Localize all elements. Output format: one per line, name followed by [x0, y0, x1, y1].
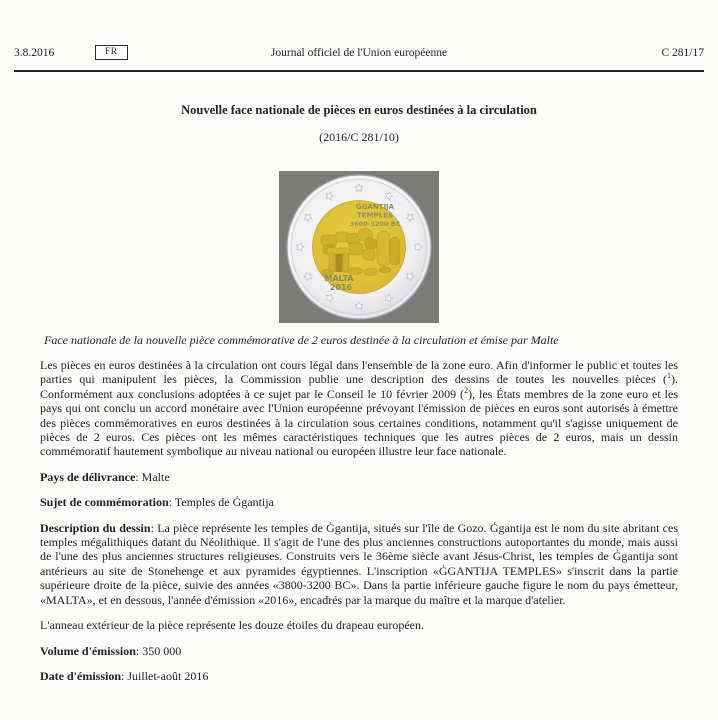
field-commemoration-subject [40, 495, 678, 509]
intro-text-2: ). Conformément aux conclusions adoptées à ce sujet par le Conseil le 10 février 2009 ( [40, 372, 678, 401]
coin-inscription-line-1: ĠGANTIJA [355, 203, 395, 211]
field-design-description-label: Description du dessin [40, 520, 151, 535]
field-commemoration-subject-label: Sujet de commémoration [40, 495, 169, 510]
coin-caption: Face nationale de la nouvelle pièce commémorative de 2 euros destinée à la circulation et émise par Malte [44, 333, 559, 347]
field-issuing-country-value: Malte [141, 469, 170, 484]
coin-inscription-line-3: 3600-3200 BC [349, 220, 401, 228]
field-design-description [40, 521, 678, 607]
article-body [40, 358, 678, 683]
header-page-ref: C 281/17 [661, 47, 704, 59]
field-separator: : [135, 469, 139, 484]
coin-country: MALTA [324, 274, 354, 283]
field-separator: : [150, 520, 154, 535]
field-issuing-country-label: Pays de délivrance [40, 469, 136, 484]
page-header [14, 0, 704, 64]
coin-year: 2016 [329, 283, 353, 292]
coin-figure [279, 171, 439, 323]
field-issue-volume-label: Volume d'émission [40, 643, 136, 658]
field-separator: : [135, 643, 140, 658]
coin-temple-relief [321, 229, 400, 277]
article-reference: (2016/C 281/10) [319, 130, 399, 144]
footnote-ref-1: 1 [667, 371, 671, 381]
field-separator: : [121, 668, 125, 683]
field-issue-date-label: Date d'émission [40, 668, 121, 683]
field-issue-date-value: Juillet-août 2016 [127, 668, 209, 683]
field-issuing-country [40, 470, 678, 484]
intro-text-3: ), les États membres de la zone euro et les pays qui ont conclu un accord monétaire avec l'Union européenne prévoyant l'émission de pièces en euros sont autorisés à émettre des pièces commémoratives en euros destinées à la circulation sous certaines conditions, notamment qu'il s'agisse uniquement de pièces de 2 euros. Ces pièces ont les mêmes caractéristiques techniques que les autres pièces de 2 euros, mais un dessin commémoratif hautement symbolique au niveau national ou européen illustre leur face nationale. [40, 386, 679, 459]
outer-ring-note: L'anneau extérieur de la pièce représente les douze étoiles du drapeau européen. [40, 618, 424, 633]
field-design-description-value: La pièce représente les temples de Ġgantija, situés sur l'île de Gozo. Ġgantija est le nom du site abritant ces temples mégalithiques datant du Néolithique. Il s'agit de l'une des plus anciennes constructions autoportantes du monde, mais aussi de l'une des plus anciennes structures religieuses. Construits vers le 36ème siècle avant Jésus-Christ, les temples de Ġgantija sont antérieurs au site de Stonehenge et aux pyramides égyptiennes. L'inscription «ĠGANTIJA TEMPLES» s'inscrit dans la partie supérieure droite de la pièce, suivie des années «3800-3200 BC». Dans la partie inférieure gauche figure le nom du pays émetteur, «MALTA», et en dessous, l'année d'émission «2016», encadrés par la marque du maître et la marque d'atelier. [40, 520, 679, 607]
intro-text-1: Les pièces en euros destinées à la circulation ont cours légal dans l'ensemble de la zone euro. Afin d'informer le public et toutes les parties qui manipulent les pièces, la Commission publie une description des dessins de toutes les nouvelles pièces ( [40, 358, 678, 387]
journal-title: Journal officiel de l'Union européenne [270, 47, 448, 59]
field-issue-date [40, 669, 678, 683]
language-badge: FR [95, 45, 128, 60]
coin-image [279, 171, 439, 323]
header-date: 3.8.2016 [14, 47, 55, 59]
field-commemoration-subject-value: Temples de Ġgantija [174, 495, 274, 510]
header-rule [14, 70, 704, 72]
coin-inscription-line-2: TEMPLES [357, 211, 393, 220]
field-separator: : [168, 495, 172, 510]
field-issue-volume-value: 350 000 [142, 643, 182, 658]
field-issue-volume [40, 644, 678, 658]
footnote-ref-2: 2 [464, 385, 469, 395]
article-title: Nouvelle face nationale de pièces en euros destinées à la circulation [181, 103, 537, 117]
intro-paragraph [40, 358, 678, 459]
